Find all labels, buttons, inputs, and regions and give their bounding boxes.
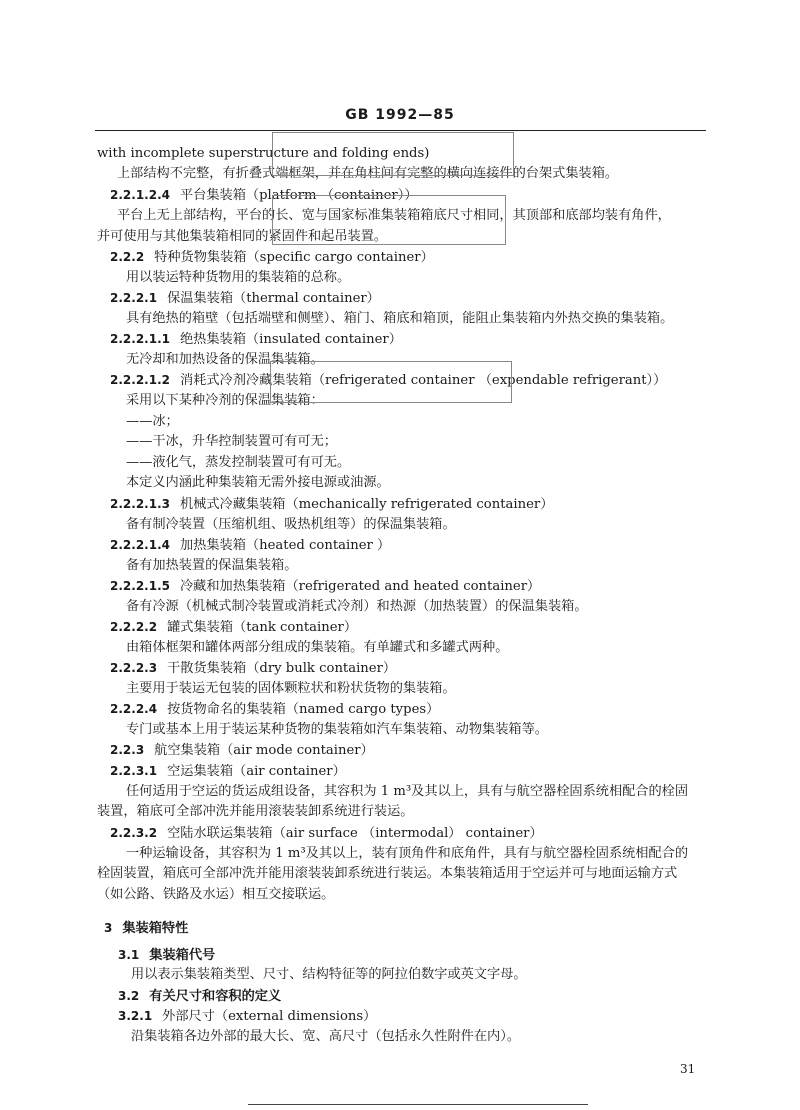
line-text: （如公路、铁路及水运）相互交接联运。	[97, 887, 335, 902]
line-text: ——干冰，升华控制装置可有可无；	[126, 434, 337, 449]
body-line	[0, 884, 800, 906]
section-number: 2.2.2.2	[110, 620, 158, 634]
line-text: 采用以下某种冷剂的保温集装箱：	[126, 393, 324, 408]
body-line	[0, 596, 800, 618]
line-text: ——液化气，蒸发控制装置可有可无。	[126, 455, 351, 470]
line-text: 装置，箱底可全部冲洗并能用滚装装卸系统进行装运。	[97, 804, 414, 819]
line-text: 备有冷源（机械式制冷装置或消耗式冷剂）和热源（加热装置）的保温集装箱。	[126, 599, 588, 614]
line-text: 机械式冷藏集装箱（mechanically refrigerated container）	[179, 497, 554, 512]
line-text: 冷藏和加热集装箱（refrigerated and heated container）	[179, 579, 541, 594]
page-number: 31	[680, 1062, 696, 1076]
section-heading	[0, 657, 800, 679]
line-text: 空陆水联运集装箱（air surface （intermodal） container）	[167, 826, 543, 841]
body-line	[0, 801, 800, 823]
section-heading	[0, 1005, 800, 1027]
section-number: 3	[104, 921, 113, 935]
body-line	[0, 308, 800, 330]
line-text: 由箱体框架和罐体两部分组成的集装箱。有单罐式和多罐式两种。	[126, 640, 509, 655]
line-text: 备有加热装置的保温集装箱。	[126, 558, 298, 573]
line-text: with incomplete superstructure and folding ends)	[97, 146, 430, 161]
body-line	[0, 843, 800, 865]
line-text: 外部尺寸（external dimensions）	[162, 1009, 377, 1024]
line-text: 干散货集装箱（dry bulk container）	[167, 661, 397, 676]
scan-box	[272, 195, 506, 245]
section-number: 2.2.3.1	[110, 764, 158, 778]
body-line	[0, 514, 800, 536]
line-text: 具有绝热的箱壁（包括端壁和侧壁）、箱门、箱底和箱顶，能阻止集装箱内外热交换的集装箱。	[126, 311, 674, 326]
line-text: 主要用于装运无包装的固体颗粒状和粉状货物的集装箱。	[126, 681, 456, 696]
section-number: 3.1	[118, 948, 140, 962]
section-number: 2.2.2.1.2	[110, 373, 170, 387]
section-heading	[0, 760, 800, 782]
section-heading	[0, 287, 800, 309]
section-number: 3.2.1	[118, 1009, 153, 1023]
line-text: 任何适用于空运的货运成组设备，其容积为 1 m³及其以上，具有与航空器栓固系统相配合的栓固	[126, 784, 689, 799]
line-text: 绝热集装箱（insulated container）	[179, 332, 402, 347]
section-number: 2.2.3	[110, 743, 145, 757]
line-text: 航空集装箱（air mode container）	[154, 743, 374, 758]
body-line	[0, 964, 800, 986]
section-number: 2.2.2.1.1	[110, 332, 170, 346]
line-text: 用以表示集装箱类型、尺寸、结构特征等的阿拉伯数字或英文字母。	[131, 967, 527, 982]
header-rule	[95, 130, 706, 131]
body-line	[0, 781, 800, 803]
body-line	[0, 411, 800, 433]
section-heading	[0, 575, 800, 597]
section-heading	[0, 985, 800, 1007]
section-number: 2.2.2.3	[110, 661, 158, 675]
line-text: 平台上无上部结构，平台的长、宽与国家标准集装箱箱底尺寸相同，其顶部和底部均装有角件，	[117, 208, 671, 223]
section-number: 2.2.2.1.5	[110, 579, 170, 593]
line-text: 无冷却和加热设备的保温集装箱。	[126, 352, 324, 367]
line-text: 特种货物集装箱（specific cargo container）	[154, 250, 434, 265]
line-text: 保温集装箱（thermal container）	[167, 291, 380, 306]
body-line	[0, 472, 800, 494]
section-number: 2.2.2	[110, 250, 145, 264]
line-text: 用以装运特种货物用的集装箱的总称。	[126, 270, 351, 285]
line-text: 按货物命名的集装箱（named cargo types）	[167, 702, 440, 717]
line-text: 平台集装箱（platform （container））	[179, 188, 418, 203]
section-heading	[0, 246, 800, 268]
body-line	[0, 555, 800, 577]
line-text: 栓固装置，箱底可全部冲洗并能用滚装装卸系统进行装运。本集装箱适用于空运并可与地面运输方式	[97, 866, 678, 881]
line-text: 集装箱代号	[149, 948, 216, 963]
section-number: 2.2.3.2	[110, 826, 158, 840]
body-line	[0, 267, 800, 289]
body-line	[0, 452, 800, 474]
section-heading	[0, 944, 800, 966]
line-text: 沿集装箱各边外部的最大长、宽、高尺寸（包括永久性附件在内）。	[131, 1029, 521, 1044]
document-header: GB 1992—85	[345, 107, 455, 123]
body-line	[0, 719, 800, 741]
section-number: 2.2.2.1.3	[110, 497, 170, 511]
body-line	[0, 678, 800, 700]
body-line	[0, 863, 800, 885]
line-text: 加热集装箱（heated container ）	[179, 538, 391, 553]
scan-box	[272, 132, 514, 176]
line-text: 集装箱特性	[122, 921, 189, 936]
section-heading	[0, 616, 800, 638]
section-heading	[0, 698, 800, 720]
line-text: 备有制冷装置（压缩机组、吸热机组等）的保温集装箱。	[126, 517, 456, 532]
body-line	[0, 431, 800, 453]
section-number: 2.2.2.4	[110, 702, 158, 716]
body-line	[0, 637, 800, 659]
section-number: 2.2.1.2.4	[110, 188, 170, 202]
line-text: 一种运输设备，其容积为 1 m³及其以上，装有顶角件和底角件，具有与航空器栓固系统相配合的	[126, 846, 689, 861]
section-heading	[0, 534, 800, 556]
line-text: 消耗式冷剂冷藏集装箱（refrigerated container （expendable refrigerant））	[179, 373, 667, 388]
line-text: 本定义内涵此种集装箱无需外接电源或油源。	[126, 475, 390, 490]
section-heading	[0, 917, 800, 939]
section-number: 2.2.2.1	[110, 291, 158, 305]
section-number: 3.2	[118, 989, 140, 1003]
section-heading	[0, 822, 800, 844]
line-text: 专门或基本上用于装运某种货物的集装箱如汽车集装箱、动物集装箱等。	[126, 722, 548, 737]
body-line	[0, 1026, 800, 1048]
section-heading	[0, 328, 800, 350]
line-text: 上部结构不完整，有折叠式端框架，并在角柱间有完整的横向连接件的台架式集装箱。	[117, 166, 619, 181]
line-text: ——冰；	[126, 414, 179, 429]
line-text: 有关尺寸和容积的定义	[149, 989, 282, 1004]
section-heading	[0, 739, 800, 761]
section-number: 2.2.2.1.4	[110, 538, 170, 552]
section-heading	[0, 493, 800, 515]
line-text: 罐式集装箱（tank container）	[167, 620, 358, 635]
line-text: 空运集装箱（air container）	[167, 764, 346, 779]
footer-rule	[248, 1104, 588, 1105]
line-text: 并可使用与其他集装箱相同的紧固件和起吊装置。	[97, 229, 388, 244]
scan-box	[270, 361, 512, 403]
